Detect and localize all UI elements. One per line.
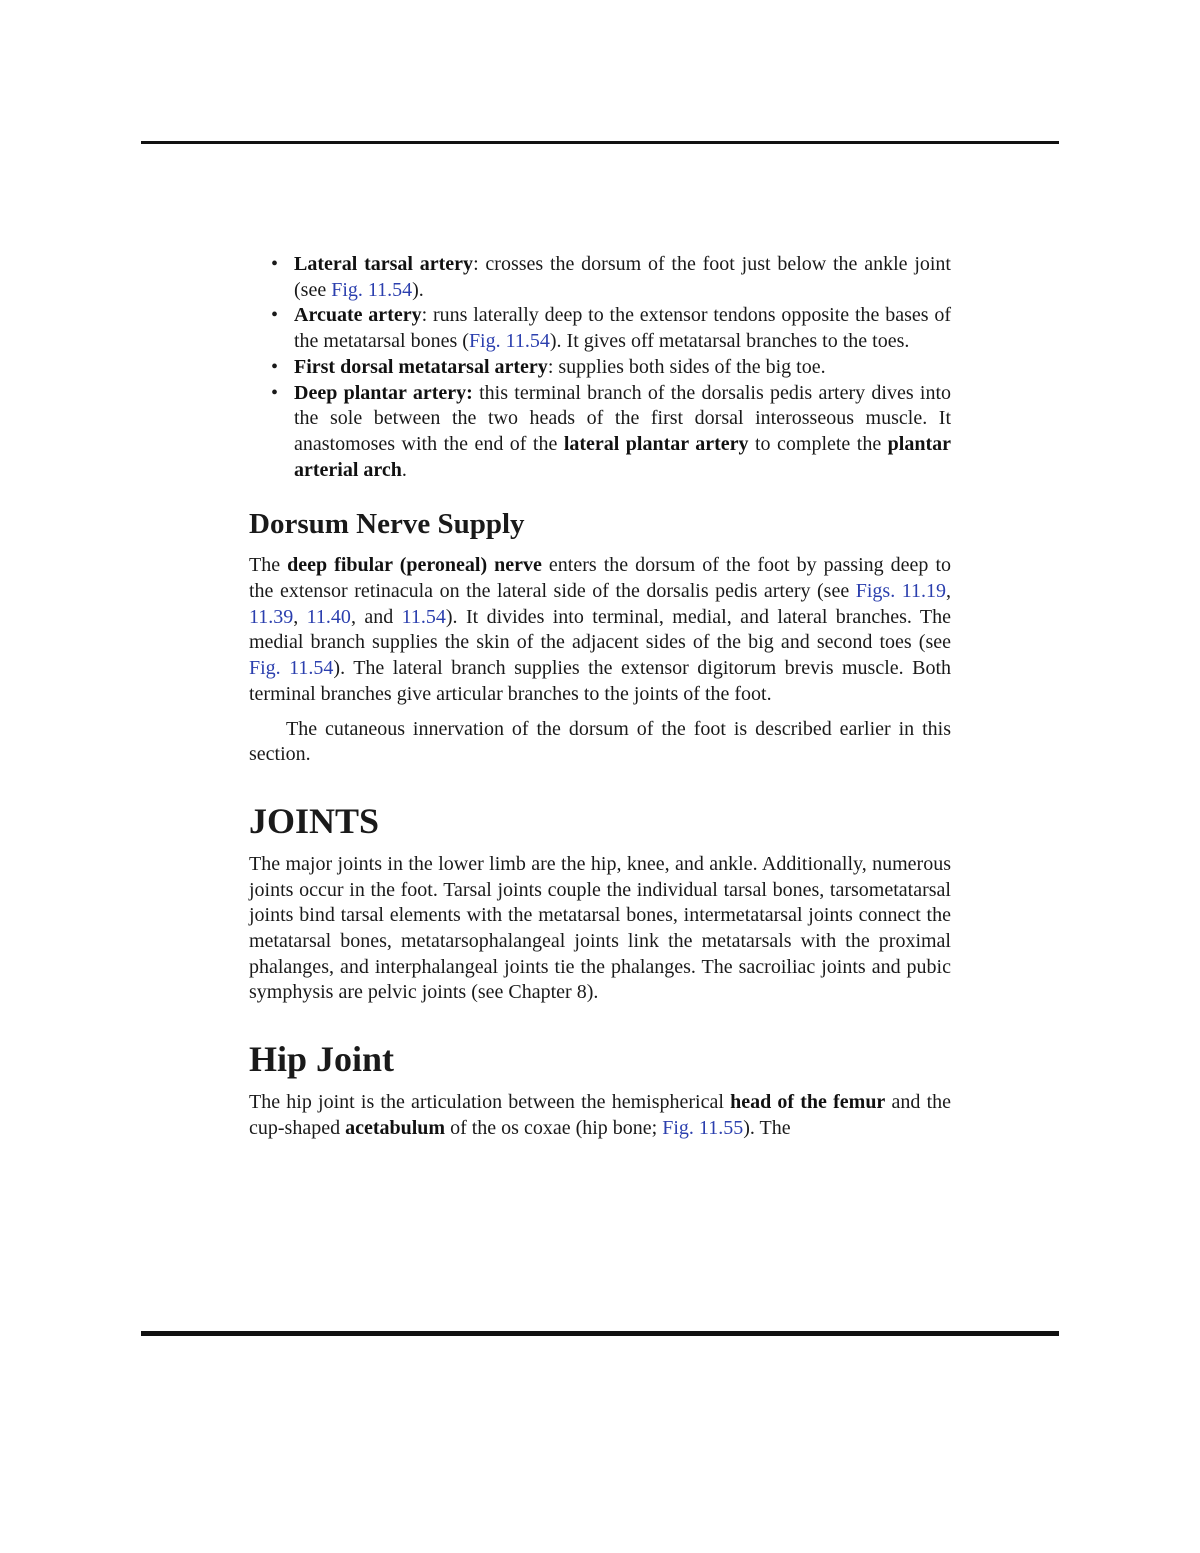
term: acetabulum (345, 1116, 446, 1139)
text: , (293, 605, 307, 628)
term: First dorsal metatarsal artery (294, 355, 548, 378)
text: . (401, 458, 407, 481)
text: to complete the (748, 432, 888, 455)
paragraph-hip-joint (249, 1090, 951, 1141)
figure-link[interactable]: Fig. 11.54 (331, 278, 413, 301)
text: and the cup-shaped (249, 1091, 951, 1139)
list-item (249, 355, 951, 381)
paragraph-joints: The major joints in the lower limb are the hip, knee, and ankle. Additionally, numerous joints occur in the foot. Tarsal joints couple the individual tarsal bones, tarsometatarsal joints bind tarsal elements with the metatarsal bones, intermetatarsal joints connect the metatarsal bones, metatarsophalangeal joints link the metatarsals with the proximal phalanges, and interphalangeal joints tie the phalanges. The sacroiliac joints and pubic symphysis are pelvic joints (see Chapter 8). (249, 852, 951, 1004)
text: The hip joint is the articulation between the hemispherical (249, 1091, 731, 1114)
page-content (249, 252, 951, 1142)
text: The (249, 554, 288, 577)
text: ). It gives off metatarsal branches to the toes. (549, 330, 910, 353)
term: deep fibular (peroneal) nerve (287, 554, 542, 577)
artery-bullet-list (249, 252, 951, 483)
paragraph-cutaneous-innervation: The cutaneous innervation of the dorsum of the foot is described earlier in this section. (249, 717, 951, 766)
term: Deep plantar artery: (294, 381, 473, 404)
term: Arcuate artery (294, 304, 422, 327)
text: ). It divides into terminal, medial, and lateral branches. The medial branch supplies the skin of the adjacent sides of the big and second toes (see (249, 605, 951, 654)
figure-link[interactable]: 11.40 (306, 605, 351, 628)
paragraph-nerve-supply (249, 553, 951, 707)
section-heading-hip-joint: Hip Joint (249, 1039, 395, 1080)
text: ). The lateral branch supplies the extensor digitorum brevis muscle. Both terminal branches give articular branches to the joints of the foot. (249, 657, 952, 705)
figure-link[interactable]: Fig. 11.55 (662, 1116, 744, 1139)
text: ). The (743, 1116, 791, 1139)
term: Lateral tarsal artery (294, 253, 474, 275)
term: head of the femur (730, 1091, 886, 1114)
figure-link[interactable]: Fig. 11.54 (468, 330, 550, 353)
figure-link[interactable]: 11.39 (249, 605, 294, 628)
text: : supplies both sides of the big toe. (547, 355, 826, 378)
text: : runs laterally deep to the extensor tendons opposite the bases of the metatarsal bones ( (294, 304, 951, 353)
text: of the os coxae (hip bone; (445, 1116, 663, 1139)
text: ). (412, 278, 424, 301)
text: this terminal branch of the dorsalis pedis artery dives into the sole between the two heads of the first dorsal interosseous muscle. It anastomoses with the end of the (294, 381, 951, 455)
list-item (249, 381, 951, 484)
text: : crosses the dorsum of the foot just below the ankle joint (see (294, 253, 951, 301)
section-heading-nerve-supply: Dorsum Nerve Supply (249, 508, 525, 541)
term: lateral plantar artery (563, 432, 749, 455)
list-item (249, 303, 951, 354)
section-heading-joints: JOINTS (249, 800, 380, 841)
text: enters the dorsum of the foot by passing deep to the extensor retinacula on the lateral side of the dorsalis pedis artery (see (249, 554, 952, 603)
figure-link[interactable]: 11.54 (401, 605, 446, 628)
figure-link[interactable]: Figs. 11.19 (855, 580, 946, 603)
list-item (249, 252, 951, 303)
text: , (946, 580, 951, 603)
term: plantar arterial arch (294, 432, 951, 481)
top-rule (141, 141, 1059, 144)
text: , and (350, 605, 402, 628)
bottom-rule (141, 1331, 1059, 1336)
figure-link[interactable]: Fig. 11.54 (249, 657, 334, 680)
